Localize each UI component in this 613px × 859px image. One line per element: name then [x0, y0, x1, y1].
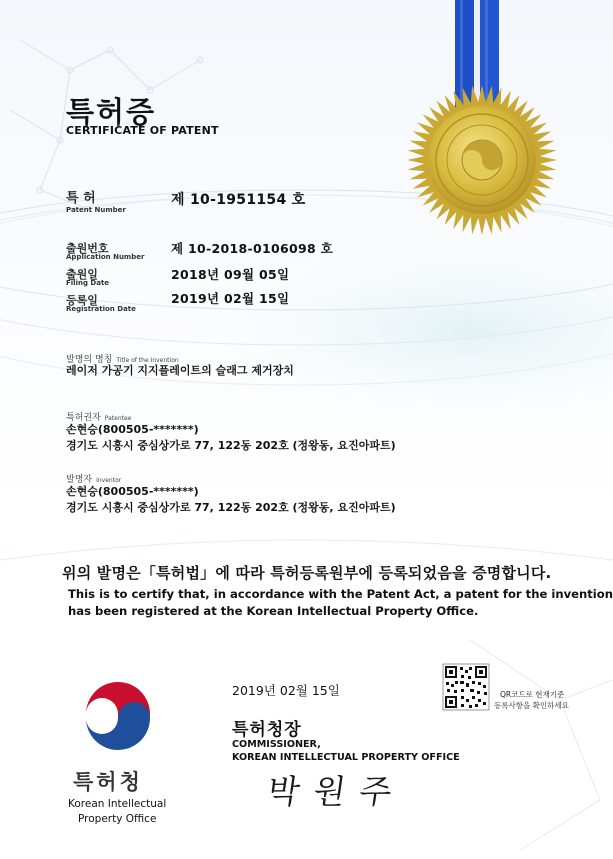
issue-date: 2019년 02월 15일 [232, 683, 340, 698]
filing-date-value: 2018년 09월 05일 [171, 267, 290, 282]
inventor-label: 발명자 Inventor [66, 475, 122, 485]
registration-date-label-en: Registration Date [66, 305, 136, 313]
patentee-name: 손현승(800505-*******) [66, 423, 199, 436]
certification-statement-ko: 위의 발명은「특허법」에 따라 특허등록원부에 등록되었음을 증명합니다. [62, 564, 552, 582]
invention-title-value: 레이저 가공기 지지플레이트의 슬래그 제거장치 [66, 364, 294, 377]
qr-code-icon [443, 664, 489, 710]
patentee-address: 경기도 시흥시 중심상가로 77, 122동 202호 (정왕동, 요진아파트) [66, 439, 396, 452]
filing-date-label: 출원일 [66, 268, 98, 281]
patent-number-label: 특 허 [66, 191, 96, 206]
qr-caption-line2: 등록사항을 확인하세요 [494, 701, 569, 710]
inventor-name: 손현승(800505-*******) [66, 485, 199, 498]
invention-title-label: 발명의 명칭 Title of the Invention [66, 355, 179, 365]
patent-number-value: 제 10-1951154 호 [171, 192, 306, 208]
office-name-en-line2: Property Office [78, 813, 157, 825]
registration-date-label: 등록일 [66, 294, 98, 307]
office-name-ko: 특허청 [73, 770, 143, 794]
patentee-label: 특허권자 Patentee [66, 413, 132, 423]
registration-date-value: 2019년 02월 15일 [171, 291, 290, 306]
taeguk-emblem-icon [86, 682, 150, 750]
application-number-value: 제 10-2018-0106098 호 [171, 241, 333, 256]
qr-caption-line1: QR코드로 현재기준 [500, 690, 565, 699]
office-name-en-line1: Korean Intellectual [68, 798, 167, 810]
certification-statement-en-line1: This is to certify that, in accordance with the Patent Act, a patent for the invention [68, 587, 613, 601]
commissioner-signature: 박원주 [264, 772, 409, 811]
gold-seal-icon [407, 85, 557, 235]
commissioner-title-en-line2: KOREAN INTELLECTUAL PROPERTY OFFICE [232, 752, 460, 763]
certification-statement-en-line2: has been registered at the Korean Intellectual Property Office. [68, 604, 479, 618]
patent-number-label-en: Patent Number [66, 206, 126, 214]
commissioner-title-en-line1: COMMISSIONER, [232, 739, 321, 750]
filing-date-label-en: Filing Date [66, 279, 110, 287]
application-number-label-en: Application Number [66, 253, 145, 261]
application-number-label: 출원번호 [66, 242, 109, 255]
inventor-address: 경기도 시흥시 중심상가로 77, 122동 202호 (정왕동, 요진아파트) [66, 501, 396, 514]
certificate-title-en: CERTIFICATE OF PATENT [66, 124, 219, 137]
certificate-title: 특허증 [66, 95, 157, 129]
commissioner-title-ko: 특허청장 [232, 720, 302, 740]
